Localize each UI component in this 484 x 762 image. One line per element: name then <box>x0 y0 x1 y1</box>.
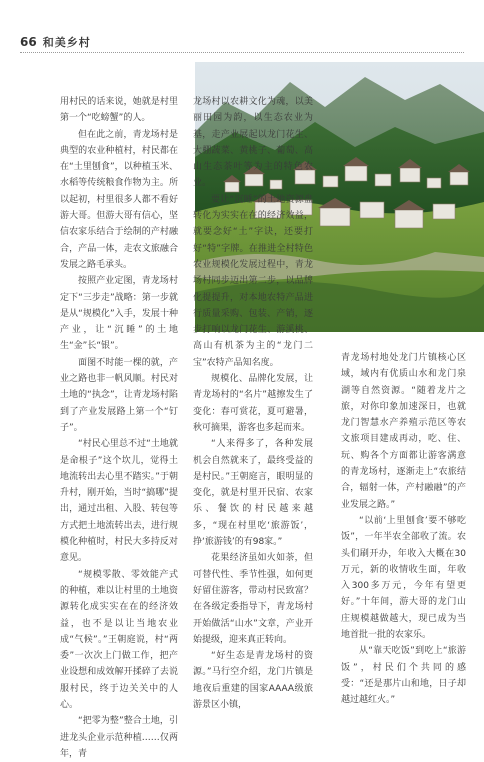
article-paragraph: 花果经济虽如火如荼，但可替代性、季节性强，如何更好留住游客，带动村民致富？在各级定委指导下，青龙场村开始做活“山水”文章，产业开始提级，迎来真正转向。 <box>193 553 313 645</box>
article-paragraph: “以前‘上里刨食’要不够吃饭”，一年半农全部收了流。农头们刷开办，年收入大概在30万元，新的收情收生面，年收入300多万元，今年有望更好。”十年间，游大哥的龙门山庄规模越做越大，现已成为当地首批一批的农家乐。 <box>341 515 466 641</box>
page-number: 66 <box>20 35 37 49</box>
article-paragraph: “人来得多了，各种发展机会自然就来了，最终受益的是村民。”王朝庭言，眼明显的变化，就是村里开民宿、农家乐、餐饮的村民越来越多，“现在村里吃‘旅游饭’，挣‘旅游钱’的有98家。” <box>193 439 313 548</box>
text-column-1 <box>60 94 178 762</box>
article-paragraph: “把零为整”整合土地，引进龙头企业示范种植……仅两年，青 <box>60 716 178 759</box>
article-paragraph: 从“靠天吃饭”到吃上“旅游饭”，村民们个共同的感受：“还是那片山和地，日子却越过越红火。” <box>341 646 466 706</box>
article-paragraph: 按照产业定图，青龙场村定下“三步走”战略：第一步就是从“规模化”入手，发展十种产业，让“沉睡”的土地生“金”长“银”。 <box>60 276 178 352</box>
article-paragraph: “村民心里总不过“土地就是命根子”这个坎儿，觉得土地流转出去心里不踏实。”于朝升村，刚开始，当时“搞哪”提出，通过出租、入股、转包等方式把土地流转出去，进行规模化种植时，村民大多持反对意见。 <box>60 439 178 564</box>
article-paragraph: 青龙场村地处龙门片镇核心区域，域内有优质山水和龙门泉湖等自然资源。“随着龙片之旅，对你印象加速深日，也就龙门智慧水产养殖示范区等农文旅项目建成再动，吃、住、玩、购各个方面都让游客满意的青龙场村，逐渐走上“农旅结合，辐射一体，产村融融”的产业发展之路。” <box>341 353 466 510</box>
article-paragraph: 用村民的话来说，她就是村里第一个“吃螃蟹”的人。 <box>60 97 178 124</box>
page-header <box>20 34 91 50</box>
article-paragraph: “好生态是青龙场村的资源。”马行空介绍，龙门片镇是地夜后重建的国家AAAA级旅游景区小镇， <box>193 651 313 710</box>
text-column-2 <box>193 94 313 713</box>
article-paragraph: 面图不时能一棵的就，产业之路也非一帆风顺。村民对土地的“执念”，让青龙场村陷到了产业发展路上第一个“钉子”。 <box>60 357 178 433</box>
article-paragraph: 龙场村以农耕文化为魂，以美丽田园为韵，以生态农业为基，走产业展起以龙门花生、大棚蔬菜、黄桃子、葡萄、高山生态茶叶等为主的特色农业。 <box>193 97 313 189</box>
article-paragraph: 要让“沉睡”的土地资源盘转化为实实在在的经济效益，就要念好“土”字诀，还要打好“特”字牌。在推进全村特色农业规模化发展过程中，青龙场村同步迈出第二步，以品牌化提提升，对本地农特产品进行质量采购、包装、产销，逐步打响以龙门花生、游溪桃、高山有机茶为主的“龙门二宝”农特产品知名度。 <box>193 194 313 368</box>
article-paragraph: 但在此之前，青龙场村是典型的农业种植村，村民都在在“土里刨食”，以种植玉米、水稻等传统粮食作物为主。所以起初，村里很多人都不看好游大哥。但游大哥有信心，坚信农家乐结合于绘制的产村融合，产品一体，走农文旅融合发展之路毛承头。 <box>60 129 178 270</box>
article-paragraph: “规模零散、零效能产式的种植，难以让村里的土地资源转化成实实在在的经济效益，也不是以让当地农业成“气候”。”王朝庭说，村“两委”一次次上门做工作，把产业设想和成效解开揉碎了去说服村民，终于边关关中的人心。 <box>60 569 178 710</box>
section-title: 和美乡村 <box>42 36 91 49</box>
text-column-3 <box>341 350 466 709</box>
article-paragraph: 规模化、品牌化发展，让青龙场村的“名片”越擦发生了变化：春可赏花，夏可避暑，秋可摘果，游客也多起而来。 <box>193 374 313 433</box>
header-divider <box>20 52 464 53</box>
